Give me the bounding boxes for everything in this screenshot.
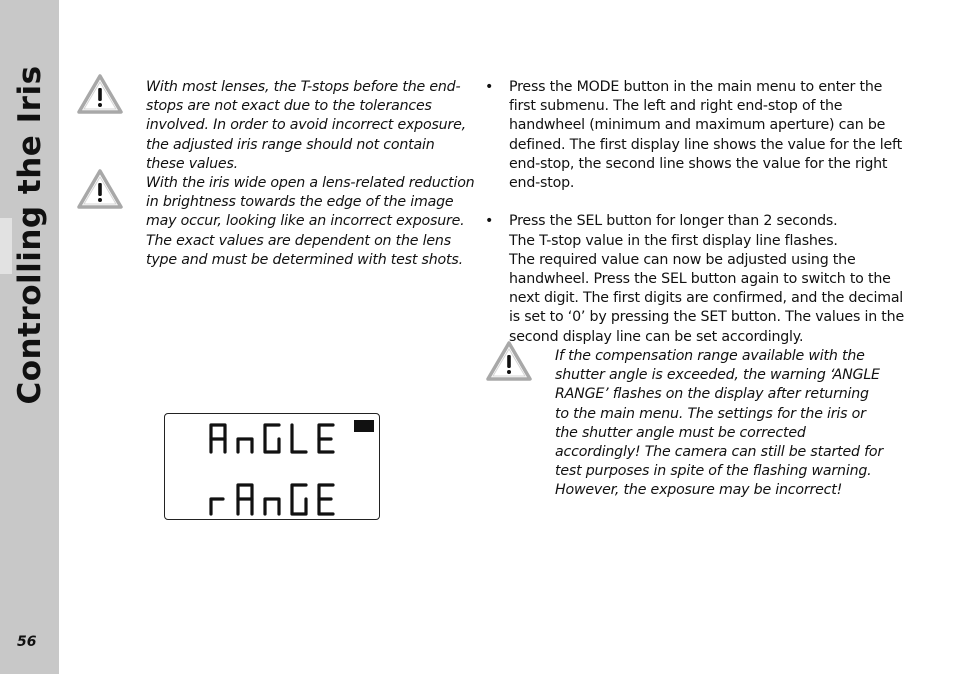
bullet-marker: • <box>485 79 494 95</box>
note-text: With most lenses, the T-stops before the end-stops are not exact due to the tolerances involved. In order to avoid incorrect exposure, the adjusted iris range should not contain these values. <box>146 79 466 172</box>
note-end-stops <box>146 78 476 174</box>
lcd-char-E <box>319 485 333 514</box>
lcd-char-L <box>292 425 306 452</box>
note-angle-range <box>555 347 885 501</box>
note-text: If the compensation range available with the shutter angle is exceeded, the warning ‘ANGLE RANGE’ flashes on the display after returning to the main menu. The settings for the iris or the shutter angle must be corrected accordingly! The camera can still be started for test purposes in spite of the flashing warning. However, the exposure may be incorrect! <box>555 348 883 499</box>
list-item-text: Press the MODE button in the main menu to enter the first submenu. The left and right end-stop of the handwheel (minimum and maximum aperture) can be defined. The first display line shows the value for the left end-stop, the second line shows the value for the right end-stop. <box>509 79 902 192</box>
lcd-char-r <box>211 499 223 514</box>
lcd-char-A <box>211 425 225 452</box>
lcd-status-indicator <box>354 420 374 432</box>
lcd-char-G <box>292 485 306 514</box>
page-number: 56 <box>17 634 37 650</box>
lcd-char-G <box>265 425 279 452</box>
sidebar <box>0 0 59 674</box>
warning-triangle-icon <box>486 341 532 381</box>
bullet-marker: • <box>485 213 494 230</box>
warning-triangle-icon <box>77 169 123 209</box>
note-brightness <box>146 174 476 270</box>
lcd-char-E <box>319 425 333 452</box>
lcd-char-n <box>238 439 252 452</box>
instruction-list <box>485 78 905 347</box>
section-title: Controlling the Iris <box>12 65 48 405</box>
lcd-display <box>164 413 380 520</box>
lcd-segment-display <box>165 414 378 518</box>
warning-triangle-icon <box>77 74 123 114</box>
list-item-text: Press the SEL button for longer than 2 seconds. The T-stop value in the first display line flashes. The required value can now be adjusted using the handwheel. Press the SEL button again to switch to the next digit. The first digits are confirmed, and the decimal is set to ‘0’ by pressing the SET button. The values in the second display line can be set accordingly. <box>509 213 904 345</box>
note-text: With the iris wide open a lens-related reduction in brightness towards the edge of the image may occur, looking like an incorrect exposure. The exact values are dependent on the lens type and must be determined with test shots. <box>146 175 475 268</box>
list-item <box>485 212 905 346</box>
lcd-char-n <box>265 499 279 514</box>
lcd-char-A <box>238 485 252 514</box>
list-item <box>485 78 905 193</box>
